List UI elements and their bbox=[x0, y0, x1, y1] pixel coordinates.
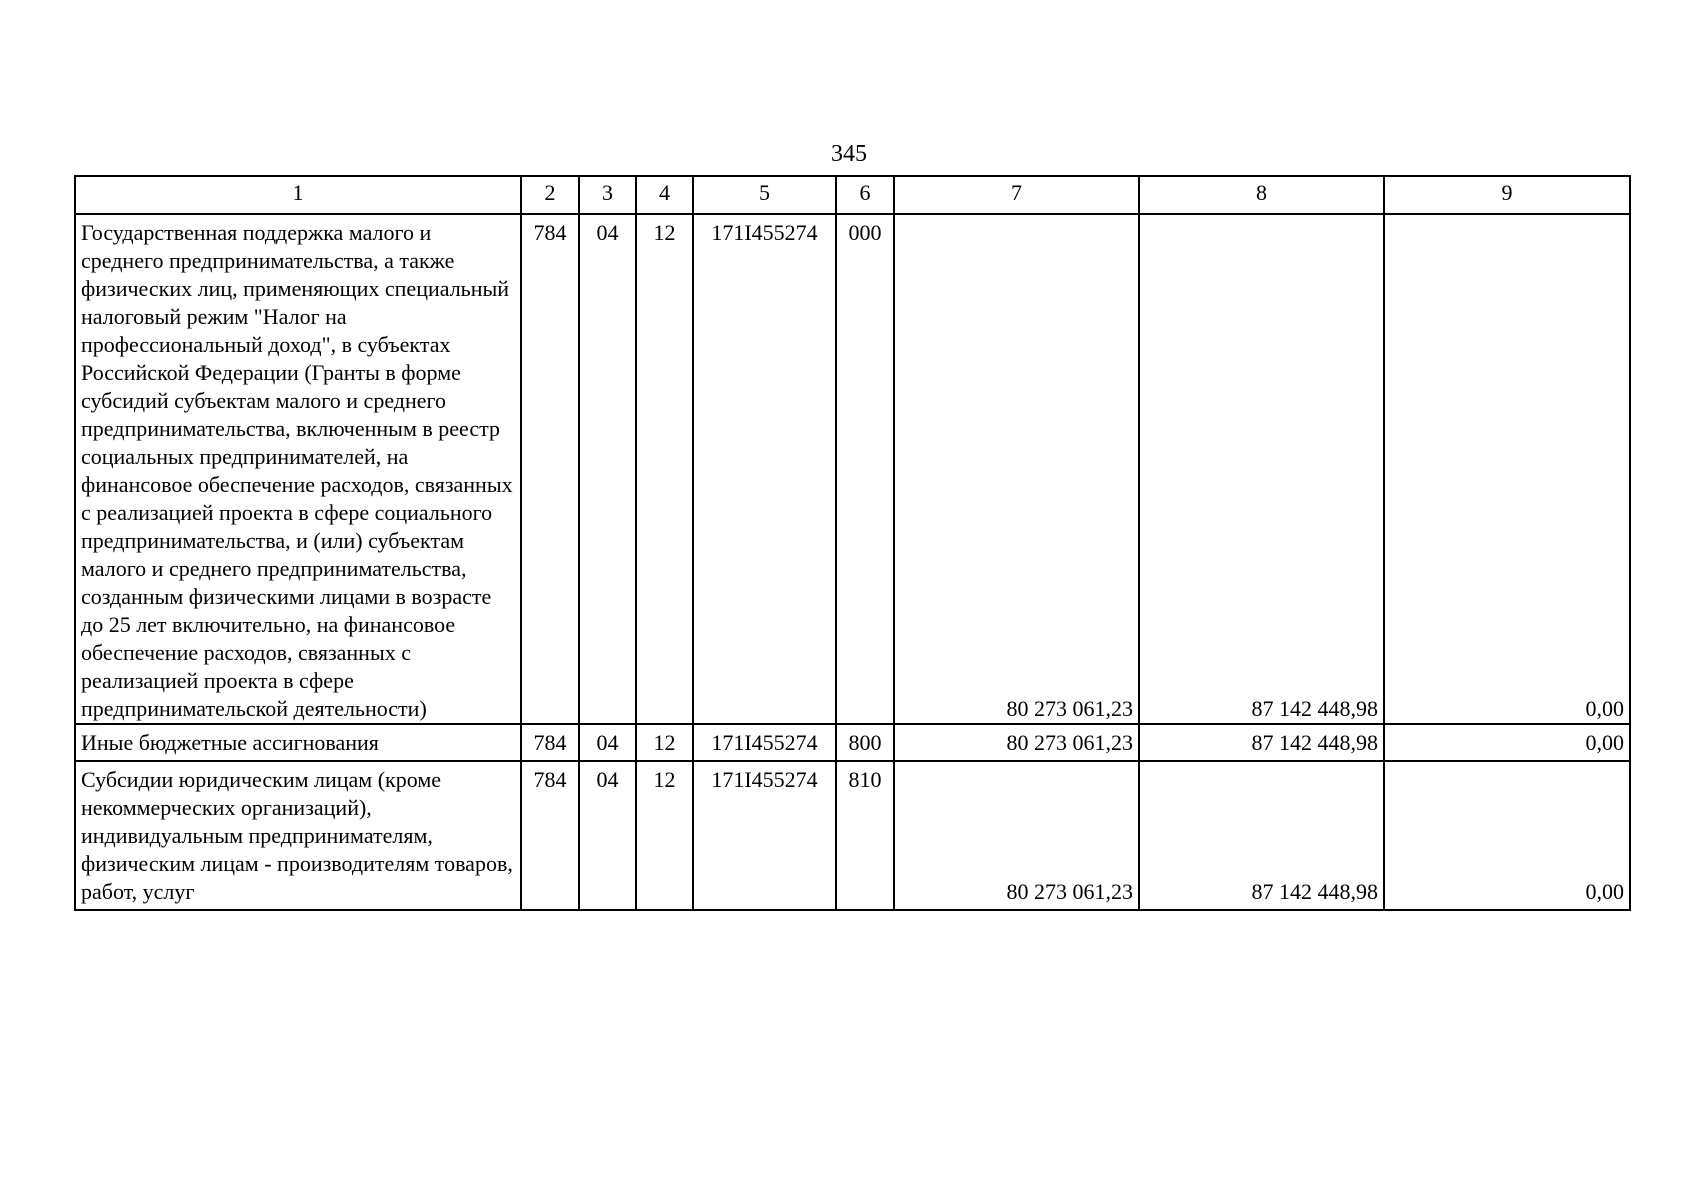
target-item-code: 171I455274 bbox=[693, 724, 836, 761]
subsection-code: 12 bbox=[636, 761, 693, 910]
table-row bbox=[75, 724, 1630, 761]
column-header: 4 bbox=[636, 176, 693, 214]
target-item-code: 171I455274 bbox=[693, 761, 836, 910]
section-code: 04 bbox=[579, 214, 636, 724]
subsection-code: 12 bbox=[636, 724, 693, 761]
expense-type-code: 000 bbox=[836, 214, 894, 724]
page-number: 345 bbox=[831, 141, 867, 167]
section-code: 04 bbox=[579, 724, 636, 761]
row-name: Иные бюджетные ассигнования bbox=[75, 724, 521, 761]
header-row bbox=[75, 176, 1630, 214]
ministry-code: 784 bbox=[521, 214, 579, 724]
amount-col-7: 80 273 061,23 bbox=[894, 214, 1139, 724]
amount-col-8: 87 142 448,98 bbox=[1139, 214, 1384, 724]
table-row bbox=[75, 761, 1630, 910]
expense-type-code: 810 bbox=[836, 761, 894, 910]
expense-type-code: 800 bbox=[836, 724, 894, 761]
ministry-code: 784 bbox=[521, 724, 579, 761]
column-header: 2 bbox=[521, 176, 579, 214]
amount-col-7: 80 273 061,23 bbox=[894, 724, 1139, 761]
target-item-code: 171I455274 bbox=[693, 214, 836, 724]
column-header: 7 bbox=[894, 176, 1139, 214]
amount-col-9: 0,00 bbox=[1384, 214, 1630, 724]
column-header: 9 bbox=[1384, 176, 1630, 214]
ministry-code: 784 bbox=[521, 761, 579, 910]
amount-col-8: 87 142 448,98 bbox=[1139, 724, 1384, 761]
amount-col-9: 0,00 bbox=[1384, 724, 1630, 761]
amount-col-9: 0,00 bbox=[1384, 761, 1630, 910]
column-header: 5 bbox=[693, 176, 836, 214]
column-header: 1 bbox=[75, 176, 521, 214]
column-header: 6 bbox=[836, 176, 894, 214]
column-header: 8 bbox=[1139, 176, 1384, 214]
row-name: Субсидии юридическим лицам (кроме некоммерческих организаций), индивидуальным предпринимателям, физическим лицам - производителям товаров, работ, услуг bbox=[75, 761, 521, 910]
column-header: 3 bbox=[579, 176, 636, 214]
amount-col-7: 80 273 061,23 bbox=[894, 761, 1139, 910]
row-name: Государственная поддержка малого и среднего предпринимательства, а также физических лиц, применяющих специальный налоговый режим "Налог на профессиональный доход", в субъектах Российской Федерации (Гранты в форме субсидий субъектам малого и среднего предпринимательства, включенным в реестр социальных предпринимателей, на финансовое обеспечение расходов, связанных с реализацией проекта в сфере социального предпринимательства, и (или) субъектам малого и среднего предпринимательства, созданным физическими лицами в возрасте до 25 лет включительно, на финансовое обеспечение расходов, связанных с реализацией проекта в сфере предпринимательской деятельности) bbox=[75, 214, 521, 724]
amount-col-8: 87 142 448,98 bbox=[1139, 761, 1384, 910]
budget-table bbox=[74, 175, 1631, 911]
section-code: 04 bbox=[579, 761, 636, 910]
table-row bbox=[75, 214, 1630, 724]
subsection-code: 12 bbox=[636, 214, 693, 724]
